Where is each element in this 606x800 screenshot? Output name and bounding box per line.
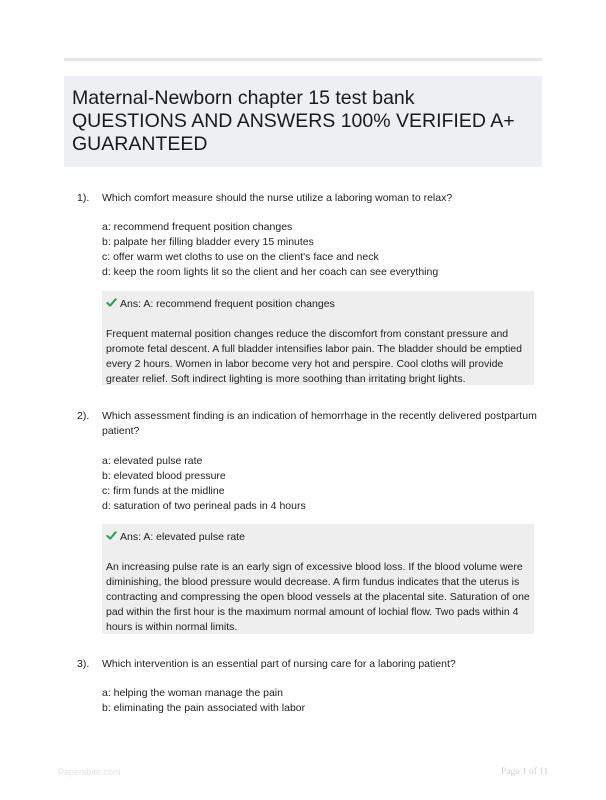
option-c: c: offer warm wet cloths to use on the client's face and neck xyxy=(102,251,379,263)
document-title: Maternal-Newborn chapter 15 test bank QUESTIONS AND ANSWERS 100% VERIFIED A+ GUARANTEED xyxy=(72,87,515,155)
options-list xyxy=(102,686,305,716)
question-number: 3). xyxy=(77,658,90,670)
answer-panel xyxy=(102,524,534,634)
question-3 xyxy=(64,657,542,727)
answer-text: Ans: A: recommend frequent position changes xyxy=(120,298,335,310)
question-text: Which comfort measure should the nurse utilize a laboring woman to relax? xyxy=(102,192,453,204)
question-1 xyxy=(64,191,542,386)
rationale-text: Frequent maternal position changes reduce the discomfort from constant pressure and promote fetal descent. A full bladder intensifies labor pain. The bladder should be emptied every 2 hours. Women in labor become very hot and perspire. Cool cloths will provide greater relief. Soft indirect lighting is more soothing than irritating bright lights. xyxy=(106,328,522,385)
options-list xyxy=(102,220,438,280)
question-number: 1). xyxy=(77,192,90,204)
option-b: b: elevated blood pressure xyxy=(102,470,226,482)
check-icon xyxy=(106,297,117,308)
option-d: d: saturation of two perineal pads in 4 hours xyxy=(102,500,306,512)
question-number: 2). xyxy=(77,410,90,422)
title-banner xyxy=(64,76,542,167)
answer-line xyxy=(106,530,245,545)
option-a: a: recommend frequent position changes xyxy=(102,221,293,233)
footer-site-watermark: Papersbite.com xyxy=(58,767,121,777)
answer-line xyxy=(106,297,335,312)
top-divider xyxy=(64,58,542,61)
option-a: a: helping the woman manage the pain xyxy=(102,687,283,699)
question-text: Which assessment finding is an indication of hemorrhage in the recently delivered postpartum patient? xyxy=(102,410,537,437)
option-a: a: elevated pulse rate xyxy=(102,455,203,467)
footer-page-number: Page 1 of 11 xyxy=(501,767,549,777)
answer-text: Ans: A: elevated pulse rate xyxy=(120,531,245,543)
option-b: b: palpate her filling bladder every 15 minutes xyxy=(102,236,314,248)
option-d: d: keep the room lights lit so the client and her coach can see everything xyxy=(102,266,439,278)
question-text: Which intervention is an essential part of nursing care for a laboring patient? xyxy=(102,658,456,670)
option-c: c: firm funds at the midline xyxy=(102,485,225,497)
question-2 xyxy=(64,409,542,634)
check-icon xyxy=(106,530,117,541)
rationale-text: An increasing pulse rate is an early sign of excessive blood loss. If the blood volume were diminishing, the blood pressure would decrease. A firm fundus indicates that the uterus is contracting and compressing the open blood vessels at the placental site. Saturation of one pad within the first hour is the maximum normal amount of lochial flow. Two pads within 4 hours is within normal limits. xyxy=(106,561,530,633)
answer-panel xyxy=(102,291,534,385)
options-list xyxy=(102,454,306,514)
option-b: b: eliminating the pain associated with labor xyxy=(102,702,306,714)
